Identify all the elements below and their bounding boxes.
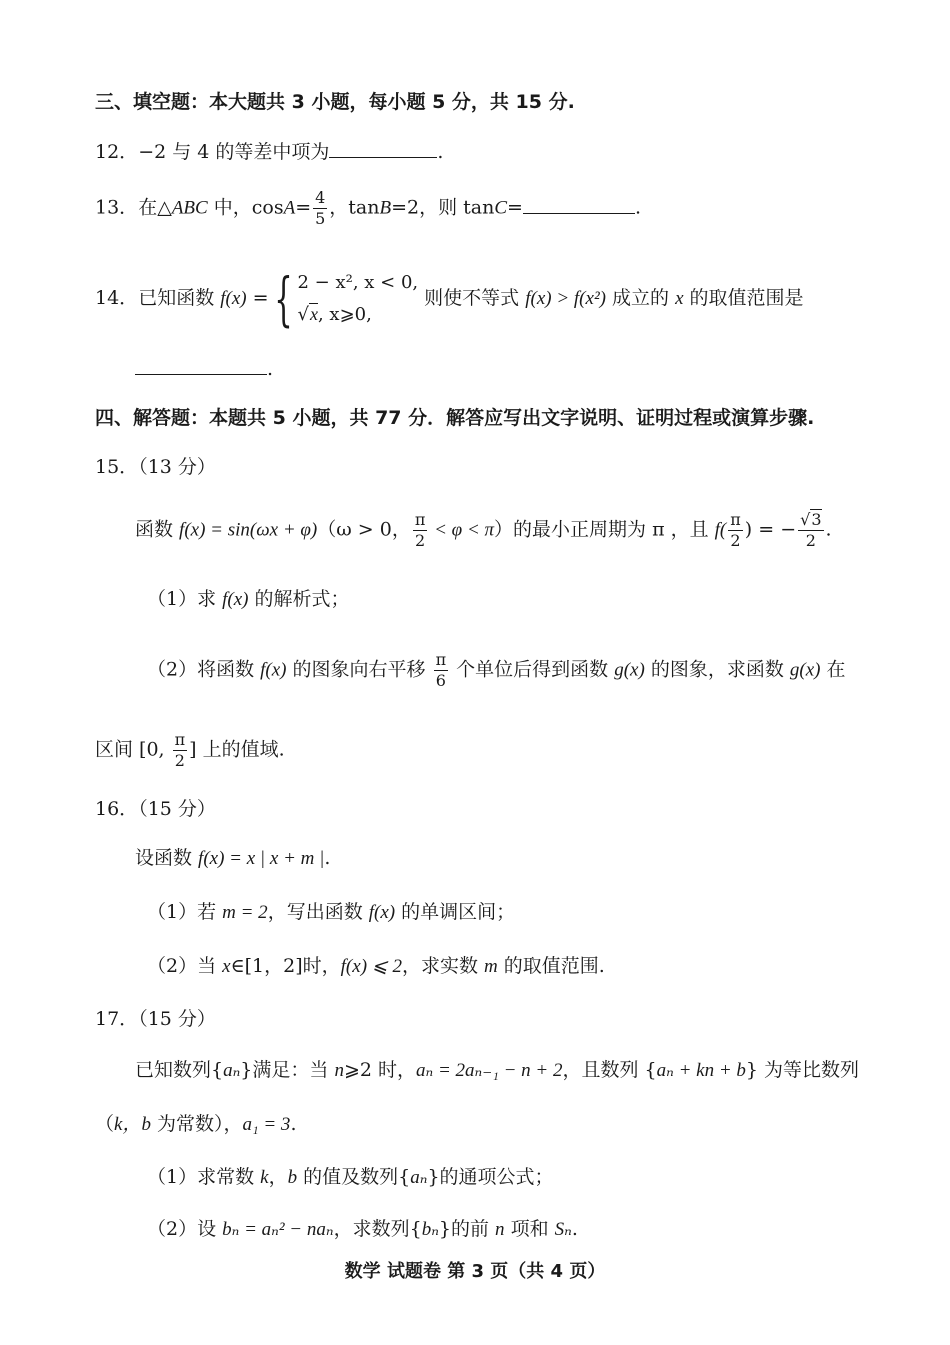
q15-p2-mid2: 个单位后得到函数 [450,658,615,681]
q15-p2-label: （2）将函数 [147,658,261,681]
q17-p2-rest: ，求数列{ [333,1218,422,1240]
q15-p1-f: f(x) [222,589,249,610]
q15-two: 2 [415,531,426,550]
q15-shift-six: 6 [435,671,446,690]
q15-p1-rest: 的解析式； [248,588,350,610]
q17-p2-label: （2）设 [147,1218,223,1240]
q17-p2-sn: Sₙ [554,1219,572,1240]
q13-frac-num: 4 [315,188,326,207]
q17-geometric: aₙ + kn + b [656,1060,746,1081]
q17-part2 [147,1220,578,1239]
q16-score: （15 分） [138,798,216,820]
q16-p2-label: （2）当 [147,955,223,977]
q15-cond1: （ω > 0， [317,518,411,541]
q17-intro1: 已知数列{ [135,1059,224,1081]
q17-intro5: } 为等比数列 [745,1059,860,1081]
section4-heading: 四、解答题：本题共 5 小题，共 77 分．解答应写出文字说明、证明过程或演算步骤. [95,407,815,429]
q16-intro: 设函数 [135,847,199,869]
q13-fraction [313,190,327,227]
q17-a1: a₁ = 3 [242,1114,291,1135]
q15-g1: g(x) [614,659,645,681]
q13-eq2: = [507,196,523,219]
q16-p2-m: m [484,956,498,977]
question-12 [95,143,443,162]
q16-p1-m: m = 2 [222,902,268,923]
q17-p2-end: . [571,1218,578,1240]
q15-g2: g(x) [789,659,821,681]
q12-answer-blank [329,155,437,158]
q17-line2b: 为常数）， [150,1113,243,1135]
q15-f-arg-two: 2 [730,531,741,550]
q14-tail2: 的取值范围是 [683,287,804,310]
q17-p1-end: }的通项公式； [427,1166,554,1188]
q13-tanval: =2，则 tan [391,196,495,219]
q13-angle-c: C [494,197,508,219]
q17-p2-mid: }的前 [438,1218,496,1240]
q16-part2 [147,957,605,976]
q14-after: 则使不等式 [418,287,526,310]
q15-p2-mid3: 的图象，求函数 [644,658,790,681]
q15-value [798,512,823,549]
q15-p2-mid: 的图象向右平移 [286,658,432,681]
q17-p2-bn: bₙ = aₙ² − naₙ [222,1219,334,1240]
q12-text: −2 与 4 的等差中项为 [138,141,330,163]
q14-number: 14． [95,287,139,310]
q15-p2-end: 在 [820,658,846,681]
q15-shift-pi: π [435,650,447,669]
q16-number: 16． [95,798,139,820]
section3-heading: 三、填空题：本大题共 3 小题，每小题 5 分，共 15 分. [95,91,575,113]
q14-answer-line [135,360,273,379]
q15-interval-close: ] 上的值域. [189,738,285,761]
q13-triangle-abc: ABC [171,197,208,219]
q15-value-num: √3 [800,510,822,529]
q17-line2c: . [290,1113,297,1135]
question-16-header [95,800,216,819]
q15-cond2: < φ < π [429,519,495,541]
q15-int-two: 2 [174,751,185,770]
q17-line2a: （ [95,1113,115,1135]
q14-inequality: f(x) > f(x²) [525,288,606,310]
q14-case2-rest: , x⩾0, [317,303,372,325]
q14-case1: 2 − x², x < 0, [297,272,419,293]
page-footer: 数学 试题卷 第 3 页（共 4 页） [344,1261,606,1282]
q16-p1-end: 的单调区间； [395,901,516,923]
q15-sqrt3: 3 [811,510,822,529]
q14-prefix: 已知函数 [138,287,221,310]
q13-eq: = [295,196,312,219]
q16-p1-label: （1）若 [147,901,223,923]
q16-p1-f: f(x) [368,902,396,923]
q16-p2-range: ∈[1，2]时， [230,955,341,977]
q13-angle-b: B [379,197,392,219]
q15-function: f(x) = sin(ωx + φ) [179,519,318,541]
q15-cond3: ）的最小正周期为 π ，且 [494,518,715,541]
question-15-header [95,458,216,477]
question-13 [95,190,641,227]
q17-intro2: }满足：当 [240,1059,335,1081]
q17-n: n [334,1060,344,1081]
q17-p1-comma: ， [268,1166,288,1188]
q15-score: （13 分） [138,456,216,478]
q17-intro4: ，且数列 { [562,1059,657,1081]
q14-fx: f(x) [220,288,247,310]
q17-p1-an: aₙ [410,1167,428,1188]
q17-kb: k，b [114,1114,151,1135]
q16-p1-rest: ，写出函数 [267,901,369,923]
q15-f-close: ) = − [744,518,797,541]
q17-intro3: ⩾2 时， [343,1059,416,1081]
q15-intro: 函数 [135,518,180,541]
question-14 [95,265,804,334]
q15-pi-over-2 [413,512,428,549]
q13-number: 13． [95,196,139,219]
q14-case2: √x, x⩾0, [297,303,372,325]
q16-p2-x: x [222,956,231,977]
q17-an: aₙ [223,1060,241,1081]
q14-piecewise [297,268,418,330]
q15-number: 15． [95,456,139,478]
q17-p1-b: b [287,1167,298,1188]
q15-f-open: f( [714,519,727,541]
q17-score: （15 分） [138,1008,216,1030]
q14-tail: 成立的 [605,287,676,310]
q15-p1-label: （1）求 [147,588,223,610]
q16-part1 [147,903,515,922]
q14-end: . [267,358,274,380]
q16-p2-f: f(x) ⩽ 2 [340,956,402,977]
q13-answer-blank [523,211,635,214]
q13-angle-a: A [283,197,296,219]
q15-pi-over-6 [434,652,449,689]
q17-number: 17． [95,1008,139,1030]
q13-mid: 中，cos [207,196,284,219]
q12-end: . [437,141,444,163]
q16-function: f(x) = x | x + m | [198,848,325,869]
q16-p2-end: 的取值范围. [497,955,605,977]
q15-f-arg [728,512,743,549]
q15-end: . [825,518,832,541]
q17-p1-k: k [260,1167,269,1188]
q14-case2-root: x [309,303,318,324]
q17-recurrence: aₙ = 2aₙ₋₁ − n + 2 [416,1060,563,1081]
q17-p1-rest: 的值及数列{ [297,1166,411,1188]
q15-interval-pi-over-2 [173,732,188,769]
q16-intro-end: . [324,847,331,869]
q16-stem [135,849,330,868]
q15-value-den: 2 [805,531,816,550]
q17-stem-line2 [95,1115,296,1134]
q17-p1-label: （1）求常数 [147,1166,261,1188]
q15-stem [135,512,832,549]
q13-prefix: 在△ [138,196,172,219]
q13-tan: ，tan [329,196,380,219]
q14-brace-icon: { [273,265,293,334]
q14-x: x [675,288,684,310]
q17-p2-b: bₙ [421,1219,439,1240]
q15-part2-line2 [95,732,285,769]
q14-eq: = [246,287,269,310]
q15-part2 [147,652,846,689]
q17-part1 [147,1168,554,1187]
q13-end: . [634,196,642,219]
q14-answer-blank [135,372,267,375]
question-17-header [95,1010,216,1029]
q12-number: 12． [95,141,139,163]
q17-stem [135,1061,859,1080]
q17-p2-mid2: 项和 [504,1218,555,1240]
q15-interval-open: 区间 [0, [95,738,171,761]
q15-part1 [147,590,350,609]
q15-p2-f: f(x) [260,659,287,681]
q15-f-arg-pi: π [730,510,741,529]
q15-pi: π [414,510,426,529]
q15-int-pi: π [174,730,186,749]
q16-p2-rest: ，求实数 [401,955,484,977]
q13-frac-den: 5 [315,209,326,228]
q17-p2-n: n [495,1219,505,1240]
